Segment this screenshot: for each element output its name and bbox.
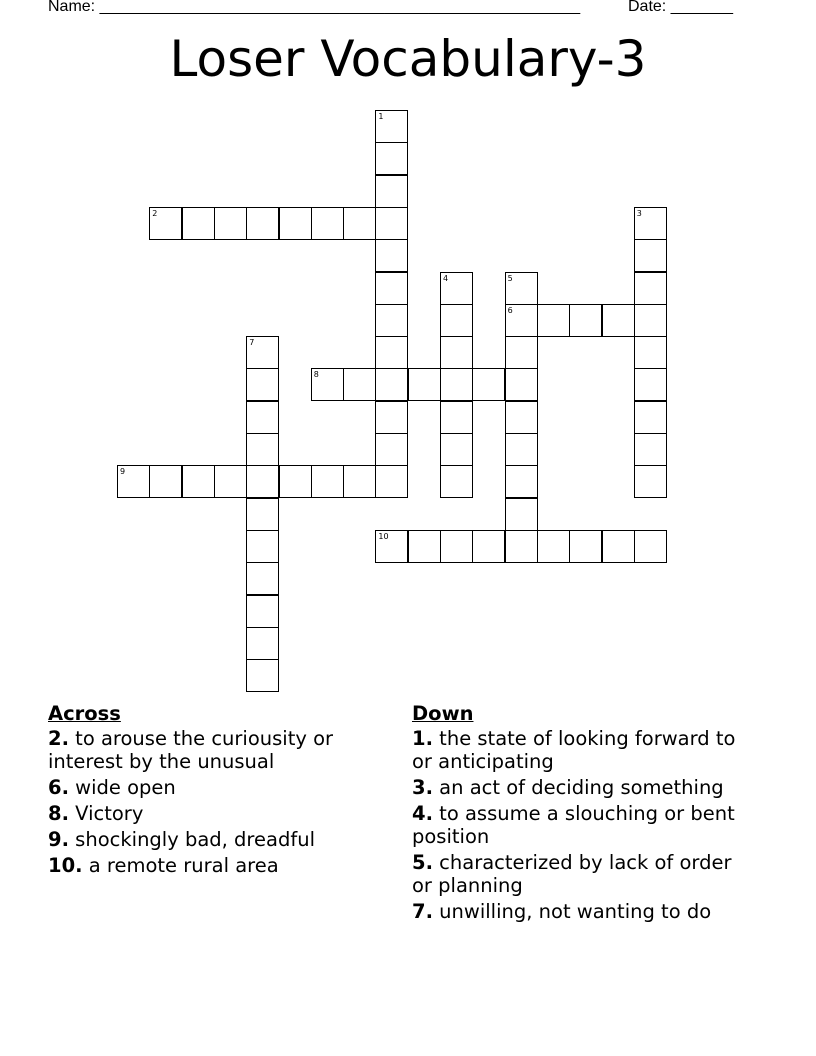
clue-text: to arouse the curiousity or interest by the unusual bbox=[48, 727, 334, 773]
grid-cell[interactable] bbox=[440, 465, 473, 498]
grid-cell[interactable] bbox=[472, 368, 505, 401]
clue-number: 7 bbox=[249, 338, 255, 348]
clue-number-label: 5. bbox=[412, 851, 433, 874]
grid-cell[interactable] bbox=[279, 207, 312, 240]
clue-number: 10 bbox=[378, 531, 389, 541]
clue-text: shockingly bad, dreadful bbox=[68, 828, 315, 851]
grid-cell[interactable] bbox=[246, 368, 279, 401]
grid-cell[interactable] bbox=[505, 368, 538, 401]
grid-cell[interactable] bbox=[375, 272, 408, 305]
clue-number: 1 bbox=[378, 112, 384, 121]
down-clue bbox=[412, 851, 752, 897]
grid-cell[interactable] bbox=[569, 530, 602, 563]
grid-cell[interactable] bbox=[569, 304, 602, 337]
grid-cell[interactable] bbox=[634, 272, 667, 305]
grid-cell[interactable] bbox=[214, 465, 247, 498]
grid-cell[interactable] bbox=[408, 368, 441, 401]
clue-number: 2 bbox=[152, 208, 158, 218]
grid-cell[interactable] bbox=[311, 207, 344, 240]
grid-cell[interactable] bbox=[440, 368, 473, 401]
grid-cell[interactable] bbox=[537, 530, 570, 563]
across-clue bbox=[48, 727, 388, 773]
grid-cell[interactable] bbox=[634, 336, 667, 369]
grid-cell[interactable] bbox=[246, 465, 279, 498]
across-clue bbox=[48, 802, 388, 825]
across-clue bbox=[48, 776, 388, 799]
across-clue bbox=[48, 854, 388, 877]
down-clue-list bbox=[412, 727, 752, 923]
grid-cell[interactable] bbox=[634, 465, 667, 498]
grid-cell[interactable] bbox=[634, 433, 667, 466]
grid-cell[interactable] bbox=[505, 336, 538, 369]
clue-text: unwilling, not wanting to do bbox=[432, 900, 712, 923]
clue-number-label: 10. bbox=[48, 854, 83, 877]
grid-cell[interactable] bbox=[505, 433, 538, 466]
clue-number: 4 bbox=[443, 273, 449, 283]
grid-cell[interactable] bbox=[505, 272, 538, 305]
grid-cell[interactable] bbox=[182, 207, 215, 240]
grid-cell[interactable] bbox=[375, 336, 408, 369]
clue-text: wide open bbox=[68, 776, 176, 799]
clue-number: 9 bbox=[120, 467, 126, 477]
down-clues bbox=[412, 702, 752, 926]
clue-number-label: 3. bbox=[412, 776, 433, 799]
clue-text: Victory bbox=[68, 802, 144, 825]
grid-cell[interactable] bbox=[279, 465, 312, 498]
grid-cell[interactable] bbox=[505, 530, 538, 563]
grid-cell[interactable] bbox=[505, 465, 538, 498]
grid-cell[interactable] bbox=[602, 304, 635, 337]
clue-number-label: 9. bbox=[48, 828, 69, 851]
down-heading: Down bbox=[412, 702, 474, 725]
clue-number: 8 bbox=[313, 370, 319, 380]
across-clues bbox=[48, 702, 388, 880]
grid-cell[interactable] bbox=[246, 659, 279, 692]
down-clue bbox=[412, 776, 752, 799]
grid-cell[interactable] bbox=[311, 368, 344, 401]
grid-cell[interactable] bbox=[375, 465, 408, 498]
clue-text: the state of looking forward to or anticipating bbox=[412, 727, 736, 773]
grid-cell[interactable] bbox=[375, 110, 408, 143]
down-clue bbox=[412, 802, 752, 848]
grid-cell[interactable] bbox=[343, 207, 376, 240]
clue-number-label: 7. bbox=[412, 900, 433, 923]
grid-cell[interactable] bbox=[214, 207, 247, 240]
grid-cell[interactable] bbox=[537, 304, 570, 337]
grid-cell[interactable] bbox=[634, 207, 667, 240]
clue-text: a remote rural area bbox=[82, 854, 279, 877]
grid-cell[interactable] bbox=[634, 368, 667, 401]
grid-cell[interactable] bbox=[375, 368, 408, 401]
grid-cell[interactable] bbox=[343, 368, 376, 401]
clue-text: to assume a slouching or bent position bbox=[412, 802, 735, 848]
grid-cell[interactable] bbox=[246, 401, 279, 434]
grid-cell[interactable] bbox=[440, 401, 473, 434]
across-heading: Across bbox=[48, 702, 121, 725]
grid-cell[interactable] bbox=[634, 401, 667, 434]
grid-cell[interactable] bbox=[375, 175, 408, 208]
grid-cell[interactable] bbox=[246, 498, 279, 531]
grid-cell[interactable] bbox=[505, 401, 538, 434]
clue-number-label: 4. bbox=[412, 802, 433, 825]
across-clue-list bbox=[48, 727, 388, 877]
grid-cell[interactable] bbox=[117, 465, 150, 498]
name-field[interactable]: Name: ______________________________________________________ bbox=[48, 0, 581, 15]
grid-cell[interactable] bbox=[440, 530, 473, 563]
clue-text: an act of deciding something bbox=[432, 776, 724, 799]
grid-cell[interactable] bbox=[375, 433, 408, 466]
grid-cell[interactable] bbox=[375, 530, 408, 563]
grid-cell[interactable] bbox=[440, 336, 473, 369]
date-field[interactable]: Date: _______ bbox=[628, 0, 733, 15]
grid-cell[interactable] bbox=[311, 465, 344, 498]
page-title: Loser Vocabulary-3 bbox=[169, 30, 647, 88]
grid-cell[interactable] bbox=[634, 304, 667, 337]
grid-cell[interactable] bbox=[246, 433, 279, 466]
grid-cell[interactable] bbox=[182, 465, 215, 498]
grid-cell[interactable] bbox=[343, 465, 376, 498]
across-clue bbox=[48, 828, 388, 851]
grid-cell[interactable] bbox=[602, 530, 635, 563]
grid-cell[interactable] bbox=[634, 530, 667, 563]
grid-cell[interactable] bbox=[246, 595, 279, 628]
grid-cell[interactable] bbox=[149, 465, 182, 498]
clue-number-label: 6. bbox=[48, 776, 69, 799]
grid-cell[interactable] bbox=[375, 239, 408, 272]
grid-cell[interactable] bbox=[149, 207, 182, 240]
grid-cell[interactable] bbox=[440, 272, 473, 305]
grid-cell[interactable] bbox=[246, 336, 279, 369]
clue-number: 3 bbox=[636, 208, 642, 218]
grid-cell[interactable] bbox=[246, 627, 279, 660]
grid-cell[interactable] bbox=[375, 142, 408, 175]
grid-cell[interactable] bbox=[375, 207, 408, 240]
clue-number-label: 1. bbox=[412, 727, 433, 750]
grid-cell[interactable] bbox=[634, 239, 667, 272]
clue-number: 5 bbox=[507, 273, 513, 283]
grid-cell[interactable] bbox=[246, 530, 279, 563]
grid-cell[interactable] bbox=[472, 530, 505, 563]
grid-cell[interactable] bbox=[375, 401, 408, 434]
clue-text: characterized by lack of order or planning bbox=[412, 851, 732, 897]
clue-number-label: 2. bbox=[48, 727, 69, 750]
grid-cell[interactable] bbox=[246, 562, 279, 595]
down-clue bbox=[412, 900, 752, 923]
down-clue bbox=[412, 727, 752, 773]
grid-cell[interactable] bbox=[440, 433, 473, 466]
grid-cell[interactable] bbox=[408, 530, 441, 563]
grid-cell[interactable] bbox=[505, 498, 538, 531]
grid-cell[interactable] bbox=[505, 304, 538, 337]
clue-number-label: 8. bbox=[48, 802, 69, 825]
clue-number: 6 bbox=[507, 305, 513, 315]
grid-cell[interactable] bbox=[440, 304, 473, 337]
grid-cell[interactable] bbox=[375, 304, 408, 337]
grid-cell[interactable] bbox=[246, 207, 279, 240]
